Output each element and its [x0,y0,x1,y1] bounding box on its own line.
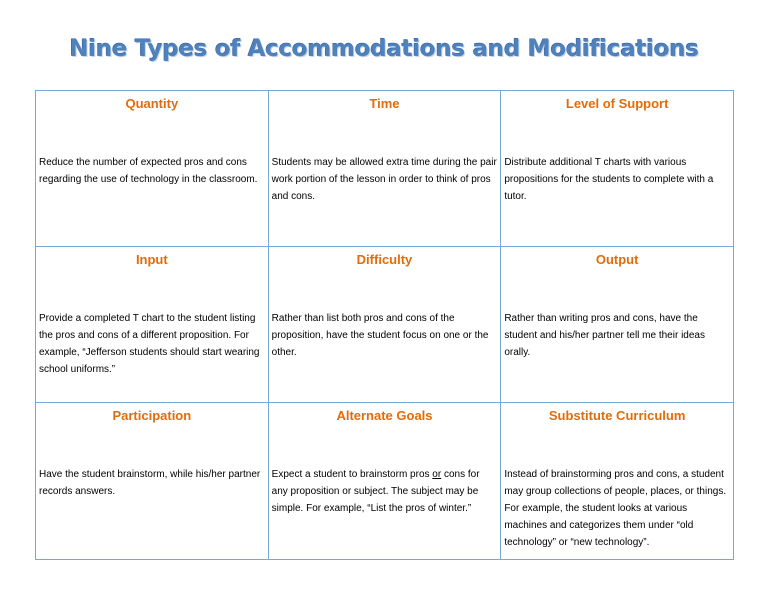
cell-text: Reduce the number of expected pros and cons regarding the use of technology in the classroom. [39,157,258,185]
underlined-word: or [432,469,442,480]
cell-text [272,466,498,517]
cell-text: Instead of brainstorming pros and cons, a student may group collections of people, places, or things. For example, the student looks at various machines and categorizes them under “old technology” or “new technology”. [504,469,727,548]
cell-text: Rather than list both pros and cons of the proposition, have the student focus on one or the other. [271,313,489,358]
cell-input [36,247,269,403]
cell-text-part: Expect a student to brainstorm pros [271,469,433,480]
cell-substitute-curriculum [501,403,734,560]
cell-heading: Participation [112,408,192,423]
cell-heading: Difficulty [356,252,413,267]
cell-participation [36,403,269,560]
cell-text: Distribute additional T charts with various propositions for the students to complete with a tutor. [504,157,714,202]
cell-text-part: cons for any proposition or subject. The subject may be simple. For example, “List the pros of winter.” [271,469,480,514]
cell-alternate-goals [268,403,501,560]
cell-text: Have the student brainstorm, while his/her partner records answers. [39,469,261,497]
cell-heading: Quantity [125,96,179,111]
cell-text: Rather than writing pros and cons, have the student and his/her partner tell me their ideas orally. [504,313,705,358]
page-title: Nine Types of Accommodations and Modifications [69,36,699,62]
cell-output [501,247,734,403]
cell-heading: Time [369,96,400,111]
cell-time [268,91,501,247]
cell-text: Students may be allowed extra time during the pair work portion of the lesson in order to think of pros and cons. [271,157,497,202]
accommodations-grid [35,90,734,560]
cell-level-of-support [501,91,734,247]
cell-quantity [36,91,269,247]
cell-heading: Level of Support [565,96,669,111]
cell-heading: Output [595,252,639,267]
cell-heading: Alternate Goals [336,408,433,423]
cell-difficulty [268,247,501,403]
cell-text: Provide a completed T chart to the student listing the pros and cons of a different proposition. For example, “Jefferson students should start wearing school uniforms.” [39,313,260,375]
cell-heading: Input [135,252,168,267]
cell-heading: Substitute Curriculum [548,408,686,423]
